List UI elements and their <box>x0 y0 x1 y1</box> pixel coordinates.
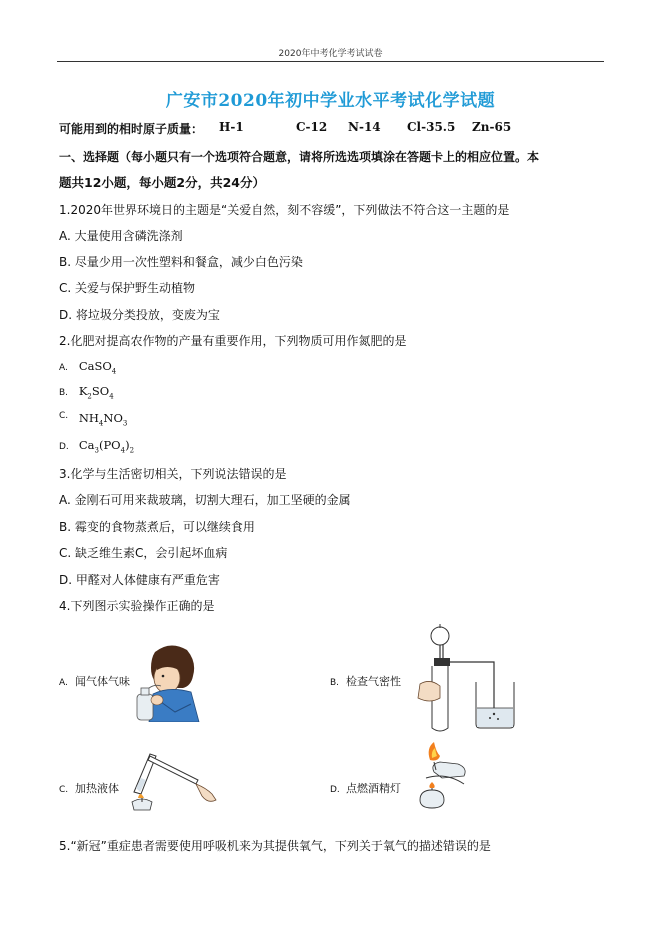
option-letter: C. <box>59 411 69 421</box>
question-1-stem: 1.2020年世界环境日的主题是“关爱自然，刻不容缓”，下列做法不符合这一主题的是 <box>59 203 510 217</box>
option-text: 关爱与保护野生动植物 <box>75 281 196 295</box>
question-3-option-c <box>59 544 227 561</box>
question-3-stem: 3.化学与生活密切相关，下列说法错误的是 <box>59 467 287 481</box>
smelling-gas-illustration <box>135 642 205 722</box>
section-heading-line2: 题共12小题，每小题2分，共24分） <box>59 175 265 190</box>
question-2-option-d <box>59 438 134 454</box>
question-2-option-c <box>59 411 127 427</box>
question-1-option-a <box>59 227 183 244</box>
question-3-option-a <box>59 491 351 508</box>
option-letter: B. <box>59 388 69 398</box>
option-letter: D. <box>330 785 340 795</box>
option-text: 检查气密性 <box>346 675 401 688</box>
question-2-option-b <box>59 384 114 400</box>
option-text: 大量使用含磷洗涤剂 <box>74 229 183 243</box>
question-2-stem: 2.化肥对提高农作物的产量有重要作用，下列物质可用作氮肥的是 <box>59 334 407 348</box>
option-letter: A. <box>59 493 71 507</box>
option-letter: C. <box>59 281 72 295</box>
question-5-stem: 5.“新冠”重症患者需要使用呼吸机来为其提供氧气，下列关于氧气的描述错误的是 <box>59 839 491 853</box>
option-letter: A. <box>59 229 71 243</box>
option-text: 霉变的食物蒸煮后，可以继续食用 <box>74 520 255 534</box>
question-4-stem: 4.下列图示实验操作正确的是 <box>59 599 215 613</box>
lighting-alcohol-lamp-illustration <box>412 742 482 812</box>
option-letter: D. <box>59 308 73 322</box>
formula-nh4no3: $NH_4NO_3$ <box>78 411 128 428</box>
option-letter: A. <box>59 363 68 373</box>
atomic-mass-h: H-1 <box>219 120 244 134</box>
option-letter: B. <box>59 255 72 269</box>
airtightness-check-illustration <box>410 624 520 734</box>
formula-k2so4: $K_2SO_4$ <box>78 384 114 401</box>
option-letter: C. <box>59 546 72 560</box>
option-text: 甲醛对人体健康有严重危害 <box>75 573 220 587</box>
option-letter: C. <box>59 785 69 795</box>
option-text: 将垃圾分类投放，变废为宝 <box>75 308 220 322</box>
atomic-mass-c: C-12 <box>296 120 328 134</box>
atomic-mass-n: N-14 <box>348 120 381 134</box>
atomic-masses-label: 可能用到的相时原子质量： <box>59 122 204 136</box>
option-letter: D. <box>59 573 73 587</box>
atomic-mass-cl: Cl-35.5 <box>407 120 456 134</box>
option-text: 加热液体 <box>75 782 119 795</box>
question-1-option-c <box>59 279 195 296</box>
option-letter: A. <box>59 678 68 688</box>
option-text: 缺乏维生素C，会引起坏血病 <box>75 546 228 560</box>
atomic-mass-zn: Zn-65 <box>472 120 512 134</box>
option-text: 金刚石可用来裁玻璃，切割大理石，加工坚硬的金属 <box>74 493 351 507</box>
section-heading <box>59 145 611 195</box>
question-2-option-a <box>59 359 116 375</box>
heating-liquid-illustration <box>126 742 221 812</box>
question-4-option-b <box>330 673 401 689</box>
question-3-option-b <box>59 518 255 535</box>
option-letter: D. <box>59 442 69 452</box>
header-divider <box>57 61 604 62</box>
section-heading-line1: 一、选择题（每小题只有一个选项符合题意，请将所选选项填涂在答题卡上的相应位置。本 <box>59 150 540 164</box>
option-text: 尽量少用一次性塑料和餐盒，减少白色污染 <box>74 255 303 269</box>
formula-ca3po42: $Ca_3(PO_4)_2$ <box>78 438 135 455</box>
question-4-option-a <box>59 673 130 689</box>
question-1-option-d <box>59 306 220 323</box>
exam-title: 广安市2020年初中学业水平考试化学试题 <box>165 91 496 111</box>
option-letter: B. <box>330 678 340 688</box>
option-letter: B. <box>59 520 72 534</box>
question-3-option-d <box>59 571 220 588</box>
option-text: 点燃酒精灯 <box>346 782 401 795</box>
page-header: 2020年中考化学考试试卷 <box>278 49 383 59</box>
question-4-option-d <box>330 780 401 796</box>
question-4-option-c <box>59 780 119 796</box>
option-text: 闻气体气味 <box>75 675 130 688</box>
question-1-option-b <box>59 253 303 270</box>
formula-caso4: CaSO$_4$ <box>78 359 117 376</box>
